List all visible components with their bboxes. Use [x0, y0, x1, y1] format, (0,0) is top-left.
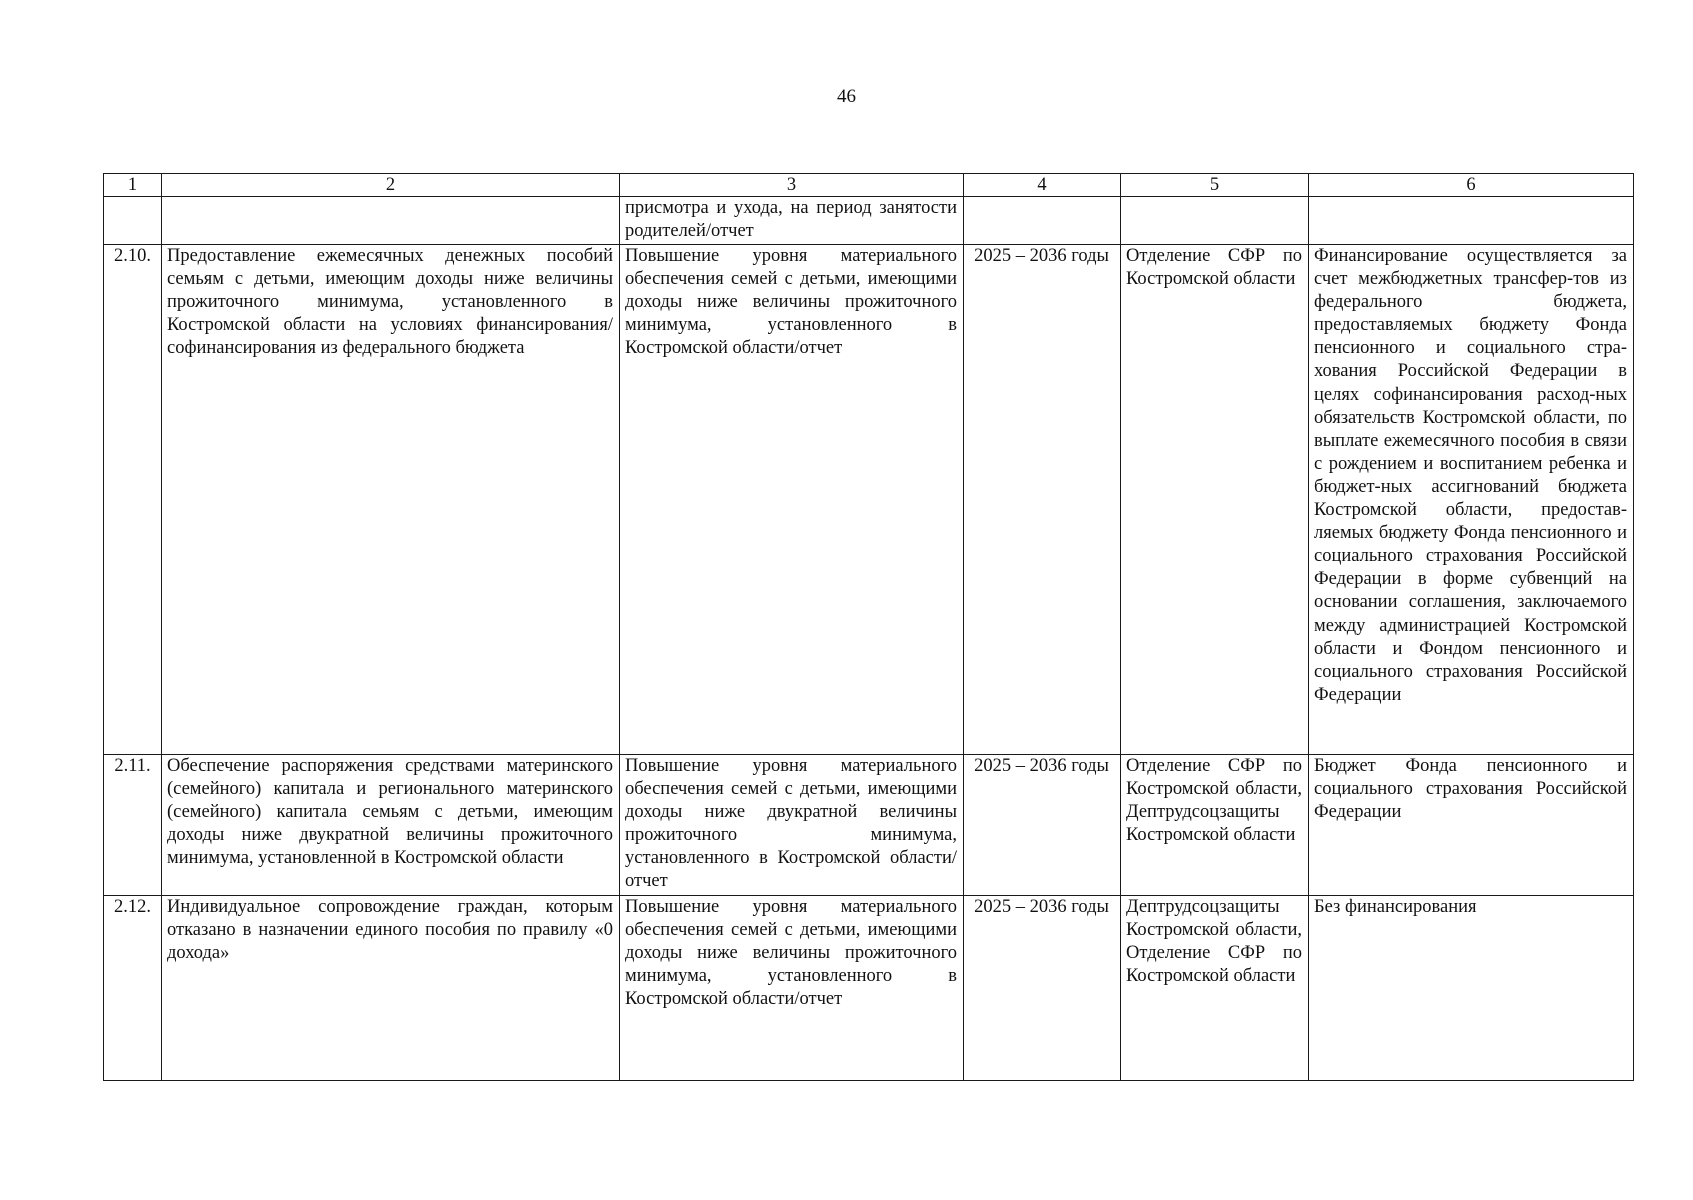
financing-cell: Бюджет Фонда пенсионного и социального страхования Российской Федерации — [1309, 755, 1634, 896]
row-number-cell — [104, 197, 162, 245]
column-header-5: 5 — [1121, 174, 1309, 197]
measure-cell: Индивидуальное сопровождение граждан, которым отказано в назначении единого пособия по правилу «0 дохода» — [162, 896, 620, 1081]
table-row — [104, 245, 1634, 755]
table-row — [104, 755, 1634, 896]
executor-cell: Дептрудсоцзащиты Костромской области, Отделение СФР по Костромской области — [1121, 896, 1309, 1081]
column-header-1: 1 — [104, 174, 162, 197]
column-header-2: 2 — [162, 174, 620, 197]
table-row — [104, 896, 1634, 1081]
financing-cell — [1309, 197, 1634, 245]
column-header-4: 4 — [964, 174, 1121, 197]
executor-cell: Отделение СФР по Костромской области, Дептрудсоцзащиты Костромской области — [1121, 755, 1309, 896]
row-number-cell: 2.12. — [104, 896, 162, 1081]
table-row — [104, 197, 1634, 245]
executor-cell — [1121, 197, 1309, 245]
financing-cell: Без финансирования — [1309, 896, 1634, 1081]
row-number-cell: 2.11. — [104, 755, 162, 896]
result-cell: Повышение уровня материального обеспечения семей с детьми, имеющими доходы ниже величины прожиточного минимума, установленного в Костромской области/отчет — [620, 896, 964, 1081]
term-cell: 2025 – 2036 годы — [964, 896, 1121, 1081]
row-number-cell: 2.10. — [104, 245, 162, 755]
column-header-6: 6 — [1309, 174, 1634, 197]
financing-cell: Финансирование осуществляется за счет межбюджетных трансфер-тов из федерального бюджета, предоставляемых бюджету Фонда пенсионного и социального стра-хования Российской Федерации в целях софинансирования расход-ных обязательств Костромской области, по выплате ежемесячного пособия в связи с рождением и воспитанием ребенка и бюджет-ных ассигнований бюджета Костромской области, предостав-ляемых бюджету Фонда пенсионного и социального страхования Российской Федерации в форме субвенций на основании соглашения, заключаемого между администрацией Костромской области и Фондом пенсионного и социального страхования Российской Федерации — [1309, 245, 1634, 755]
result-cell: присмотра и ухода, на период занятости родителей/отчет — [620, 197, 964, 245]
measure-cell — [162, 197, 620, 245]
table-header-row — [104, 174, 1634, 197]
result-cell: Повышение уровня материального обеспечения семей с детьми, имеющими доходы ниже двукратной величины прожиточного минимума, установленного в Костромской области/отчет — [620, 755, 964, 896]
result-cell: Повышение уровня материального обеспечения семей с детьми, имеющими доходы ниже величины прожиточного минимума, установленного в Костромской области/отчет — [620, 245, 964, 755]
column-header-3: 3 — [620, 174, 964, 197]
executor-cell: Отделение СФР по Костромской области — [1121, 245, 1309, 755]
measure-cell: Обеспечение распоряжения средствами материнского (семейного) капитала и регионального материнского (семейного) капитала семьям с детьми, имеющим доходы ниже двукратной величины прожиточного минимума, установленной в Костромской области — [162, 755, 620, 896]
page-number: 46 — [837, 86, 856, 107]
term-cell: 2025 – 2036 годы — [964, 245, 1121, 755]
measure-cell: Предоставление ежемесячных денежных пособий семьям с детьми, имеющим доходы ниже величины прожиточного минимума, установленного в Костромской области на условиях финансирования/софинансирования из федерального бюджета — [162, 245, 620, 755]
measures-table — [103, 173, 1634, 1081]
term-cell — [964, 197, 1121, 245]
term-cell: 2025 – 2036 годы — [964, 755, 1121, 896]
